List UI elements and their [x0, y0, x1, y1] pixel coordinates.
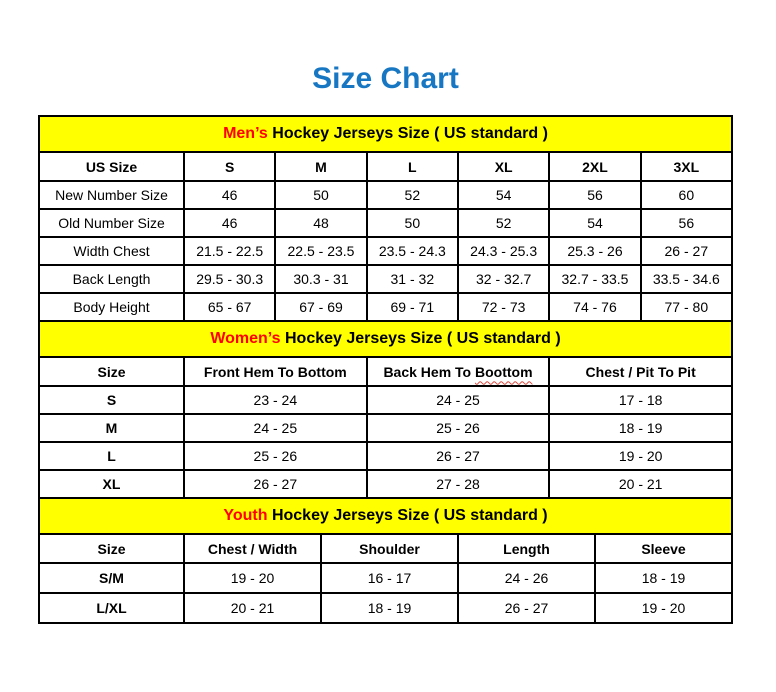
cell-value: 60	[641, 181, 732, 209]
cell-value: 67 - 69	[275, 293, 366, 321]
cell-value: 26 - 27	[458, 593, 595, 623]
table-row	[39, 265, 732, 293]
youth-caption-highlight: Youth	[223, 507, 268, 524]
cell-value: 56	[641, 209, 732, 237]
cell-value: 48	[275, 209, 366, 237]
youth-caption	[39, 498, 732, 534]
youth-header-row	[39, 534, 732, 563]
column-header: Size	[39, 534, 184, 563]
youth-caption-row	[39, 498, 732, 534]
column-header: Chest / Pit To Pit	[549, 357, 732, 386]
cell-value: 26 - 27	[184, 470, 367, 498]
cell-value: 20 - 21	[184, 593, 321, 623]
cell-value: 24 - 26	[458, 563, 595, 593]
row-label: L	[39, 442, 184, 470]
table-row	[39, 563, 732, 593]
column-header: 3XL	[641, 152, 732, 181]
cell-value: 20 - 21	[549, 470, 732, 498]
womens-caption	[39, 321, 732, 357]
womens-header-row	[39, 357, 732, 386]
table-row	[39, 442, 732, 470]
column-header: US Size	[39, 152, 184, 181]
row-label: Back Length	[39, 265, 184, 293]
cell-value: 24 - 25	[367, 386, 550, 414]
cell-value: 33.5 - 34.6	[641, 265, 732, 293]
mens-caption-rest: Hockey Jerseys Size ( US standard )	[267, 125, 548, 142]
cell-value: 19 - 20	[184, 563, 321, 593]
youth-size-table	[38, 497, 733, 624]
column-header: Front Hem To Bottom	[184, 357, 367, 386]
cell-value: 23 - 24	[184, 386, 367, 414]
table-row	[39, 209, 732, 237]
cell-value: 54	[549, 209, 640, 237]
row-label: XL	[39, 470, 184, 498]
column-header-misspelled	[367, 357, 550, 386]
cell-value: 69 - 71	[367, 293, 458, 321]
table-row	[39, 181, 732, 209]
column-header: M	[275, 152, 366, 181]
table-row	[39, 293, 732, 321]
womens-caption-row	[39, 321, 732, 357]
column-header: L	[367, 152, 458, 181]
cell-value: 25 - 26	[184, 442, 367, 470]
column-header: Length	[458, 534, 595, 563]
cell-value: 31 - 32	[367, 265, 458, 293]
cell-value: 24.3 - 25.3	[458, 237, 549, 265]
mens-size-table	[38, 115, 733, 322]
cell-value: 26 - 27	[367, 442, 550, 470]
cell-value: 18 - 19	[595, 563, 732, 593]
cell-value: 19 - 20	[549, 442, 732, 470]
column-header: S	[184, 152, 275, 181]
mens-header-row	[39, 152, 732, 181]
cell-value: 56	[549, 181, 640, 209]
table-row	[39, 470, 732, 498]
column-header: Shoulder	[321, 534, 458, 563]
cell-value: 18 - 19	[549, 414, 732, 442]
page-title: Size Chart	[312, 62, 459, 95]
cell-value: 77 - 80	[641, 293, 732, 321]
cell-value: 72 - 73	[458, 293, 549, 321]
table-row	[39, 237, 732, 265]
table-row	[39, 593, 732, 623]
cell-value: 54	[458, 181, 549, 209]
column-header-prefix: Back Hem To	[383, 363, 475, 380]
cell-value: 18 - 19	[321, 593, 458, 623]
cell-value: 24 - 25	[184, 414, 367, 442]
youth-caption-rest: Hockey Jerseys Size ( US standard )	[267, 507, 548, 524]
cell-value: 16 - 17	[321, 563, 458, 593]
mens-caption-highlight: Men’s	[223, 125, 268, 142]
cell-value: 74 - 76	[549, 293, 640, 321]
cell-value: 46	[184, 209, 275, 237]
womens-size-table	[38, 320, 733, 499]
row-label: L/XL	[39, 593, 184, 623]
cell-value: 23.5 - 24.3	[367, 237, 458, 265]
row-label: S/M	[39, 563, 184, 593]
cell-value: 17 - 18	[549, 386, 732, 414]
mens-caption	[39, 116, 732, 152]
row-label: Old Number Size	[39, 209, 184, 237]
cell-value: 19 - 20	[595, 593, 732, 623]
column-header: 2XL	[549, 152, 640, 181]
cell-value: 46	[184, 181, 275, 209]
spellcheck-squiggle-word: Boottom	[474, 363, 533, 380]
cell-value: 32.7 - 33.5	[549, 265, 640, 293]
row-label: M	[39, 414, 184, 442]
cell-value: 30.3 - 31	[275, 265, 366, 293]
cell-value: 26 - 27	[641, 237, 732, 265]
table-row	[39, 386, 732, 414]
row-label: Body Height	[39, 293, 184, 321]
table-row	[39, 414, 732, 442]
cell-value: 52	[367, 181, 458, 209]
row-label: New Number Size	[39, 181, 184, 209]
column-header: XL	[458, 152, 549, 181]
cell-value: 21.5 - 22.5	[184, 237, 275, 265]
cell-value: 25 - 26	[367, 414, 550, 442]
mens-caption-row	[39, 116, 732, 152]
womens-caption-highlight: Women’s	[210, 330, 281, 347]
row-label: Width Chest	[39, 237, 184, 265]
cell-value: 22.5 - 23.5	[275, 237, 366, 265]
column-header: Chest / Width	[184, 534, 321, 563]
cell-value: 65 - 67	[184, 293, 275, 321]
womens-caption-rest: Hockey Jerseys Size ( US standard )	[280, 330, 561, 347]
cell-value: 32 - 32.7	[458, 265, 549, 293]
row-label: S	[39, 386, 184, 414]
column-header: Sleeve	[595, 534, 732, 563]
cell-value: 27 - 28	[367, 470, 550, 498]
cell-value: 52	[458, 209, 549, 237]
cell-value: 25.3 - 26	[549, 237, 640, 265]
size-tables-container	[38, 115, 733, 624]
cell-value: 50	[275, 181, 366, 209]
column-header: Size	[39, 357, 184, 386]
cell-value: 50	[367, 209, 458, 237]
cell-value: 29.5 - 30.3	[184, 265, 275, 293]
